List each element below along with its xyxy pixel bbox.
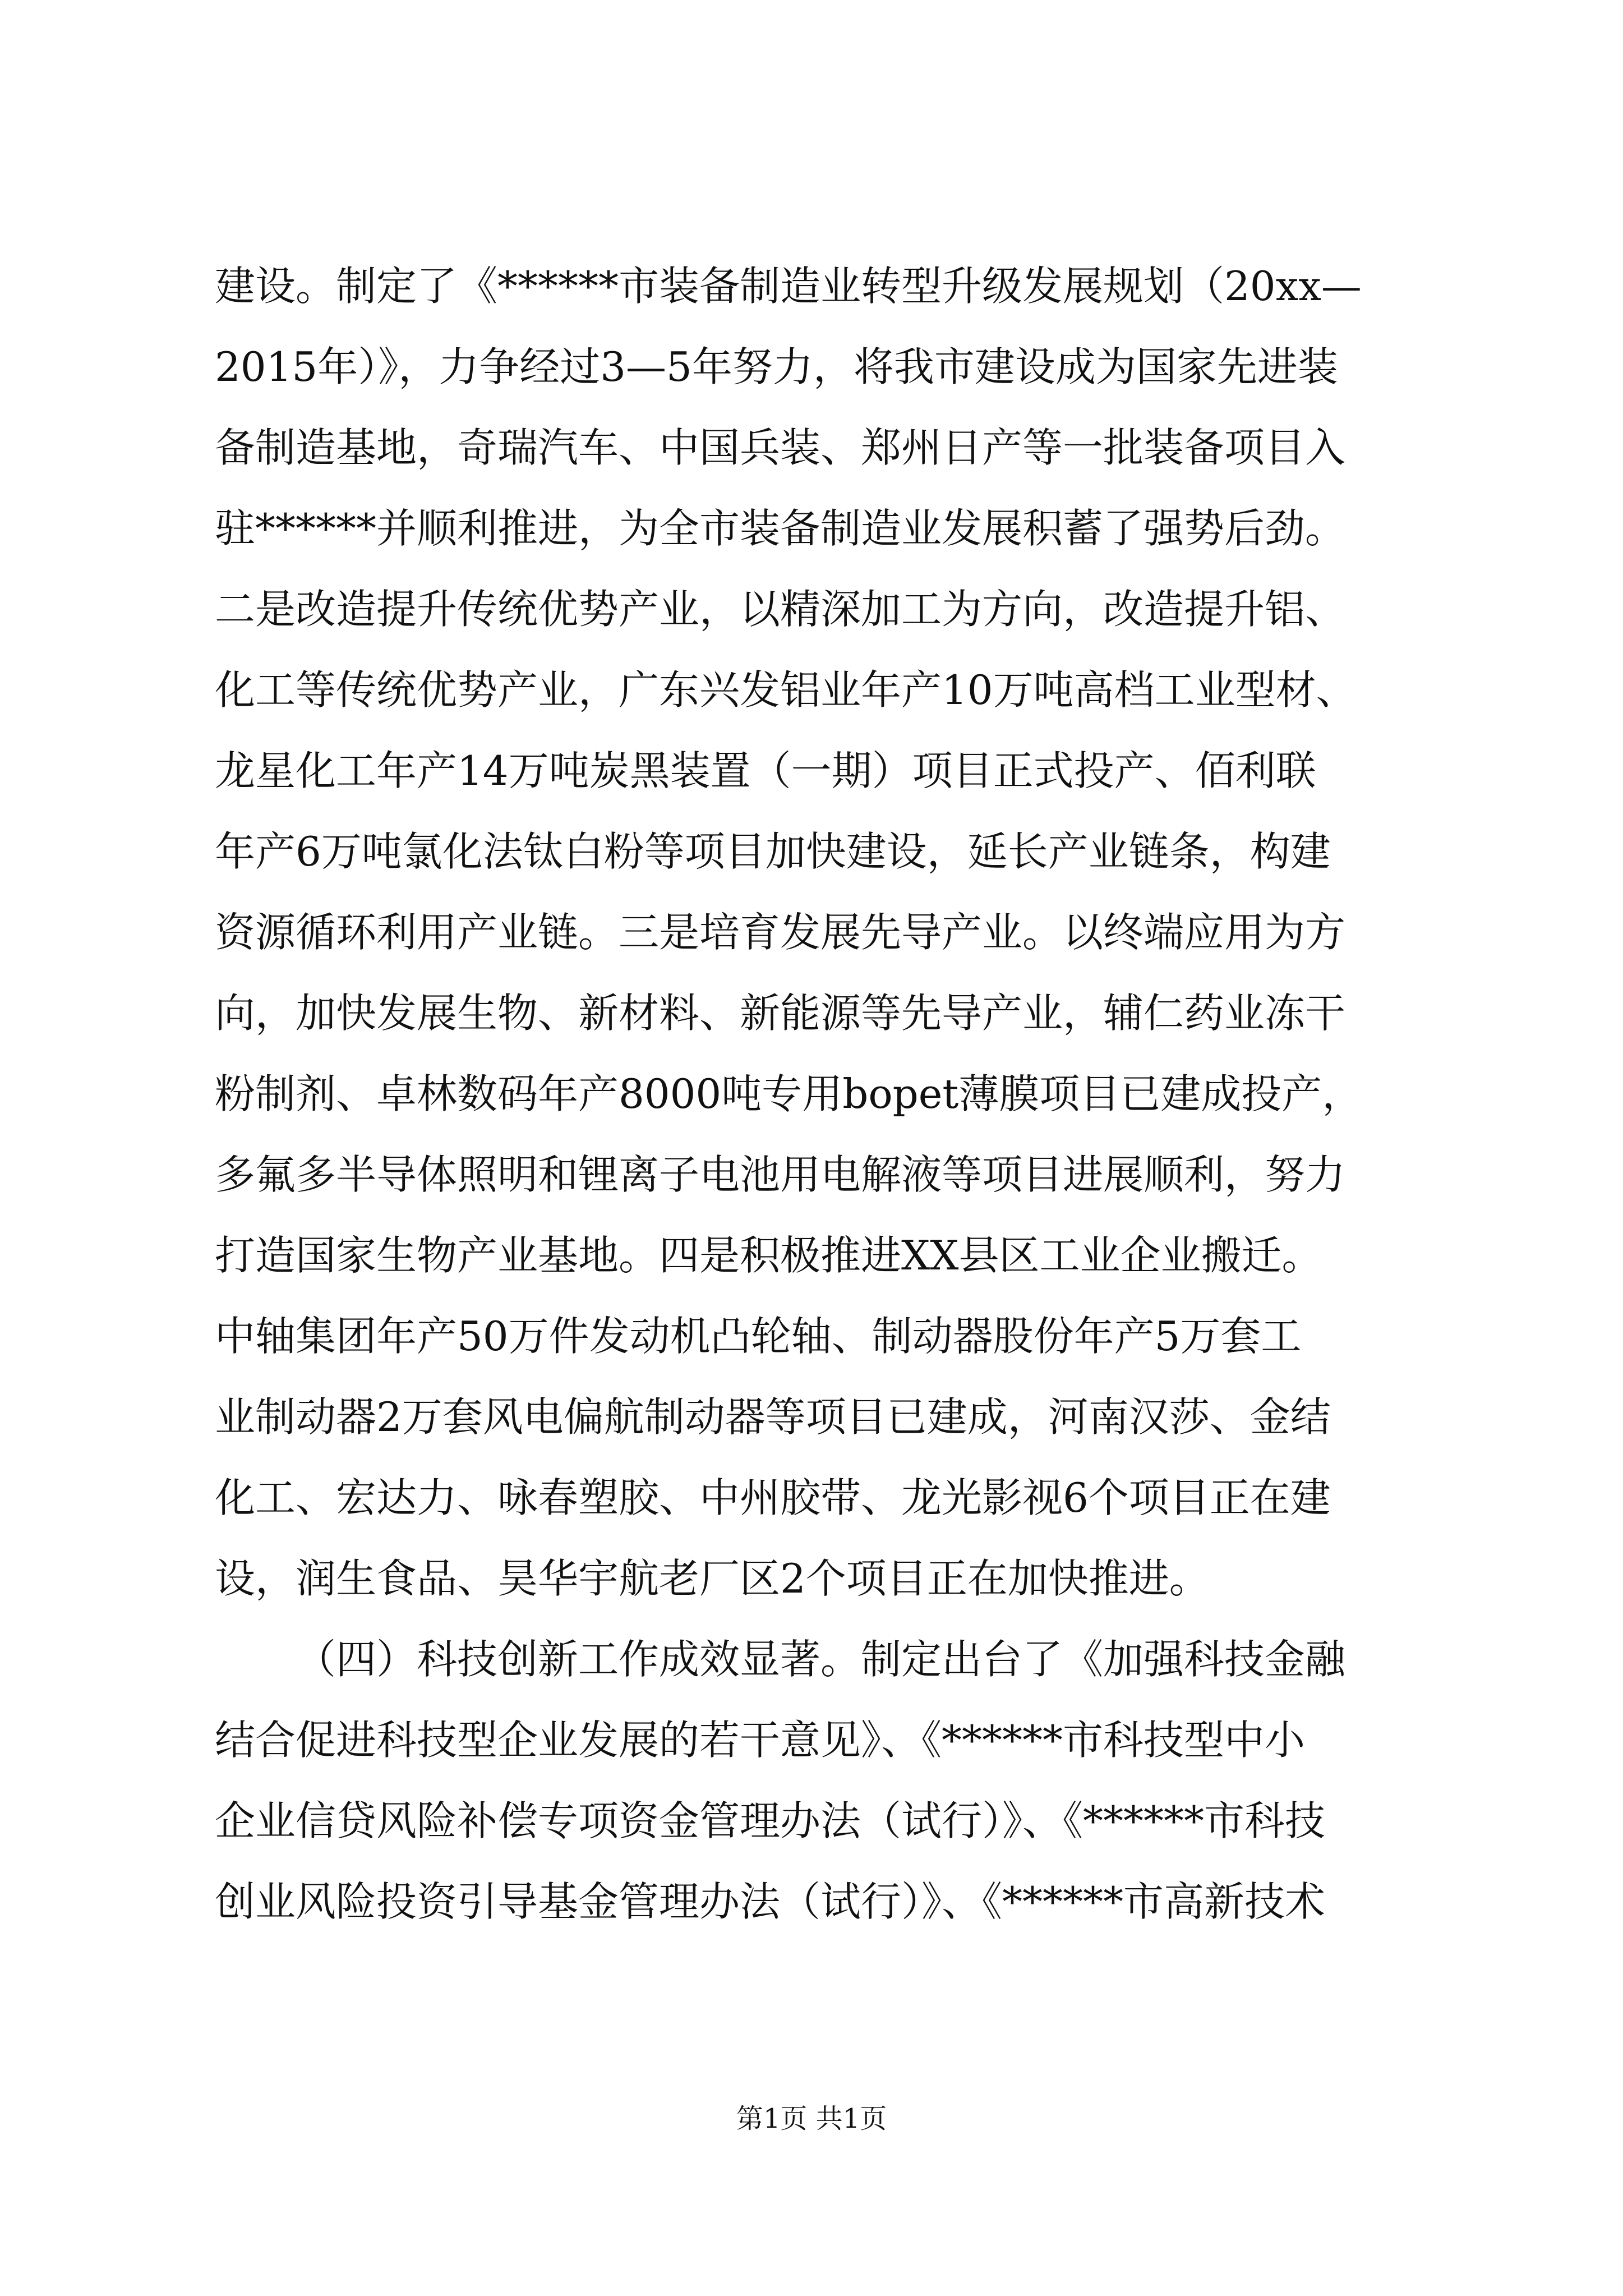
text-line: 化工、宏达力、咏春塑胶、中州胶带、龙光影视6个项目正在建 [215,1474,1331,1521]
text-line: 向，加快发展生物、新材料、新能源等先导产业，辅仁药业冻干 [215,990,1346,1037]
text-line: 企业信贷风险补偿专项资金管理办法（试行）》、《******市科技 [215,1797,1326,1844]
page-footer: 第1页 共1页 [736,2103,887,2134]
text-line: 资源循环利用产业链。三是培育发展先导产业。以终端应用为方 [215,909,1346,956]
text-line: 中轴集团年产50万件发动机凸轮轴、制动器股份年产5万套工 [215,1313,1302,1360]
text-line: 化工等传统优势产业，广东兴发铝业年产10万吨高档工业型材、 [215,666,1357,714]
text-line: 创业风险投资引导基金管理办法（试行）》、《******市高新技术 [215,1878,1326,1925]
text-line: 打造国家生物产业基地。四是积极推进XX县区工业企业搬迁。 [215,1232,1322,1279]
text-line: 龙星化工年产14万吨炭黑装置（一期）项目正式投产、佰利联 [215,747,1316,794]
text-line: 业制动器2万套风电偏航制动器等项目已建成，河南汉莎、金结 [215,1393,1331,1441]
document-body [215,246,1415,1942]
text-line: 驻******并顺利推进，为全市装备制造业发展积蓄了强势后劲。 [215,505,1346,552]
text-line: 建设。制定了《******市装备制造业转型升级发展规划（20xx— [215,263,1362,310]
text-line: 粉制剂、卓林数码年产8000吨专用bopet薄膜项目已建成投产， [215,1070,1363,1117]
text-line: 结合促进科技型企业发展的若干意见》、《******市科技型中小 [215,1717,1306,1764]
text-line: （四）科技创新工作成效显著。制定出台了《加强科技金融 [296,1636,1346,1683]
text-line: 备制造基地，奇瑞汽车、中国兵装、郑州日产等一批装备项目入 [215,424,1346,471]
text-line: 二是改造提升传统优势产业，以精深加工为方向，改造提升铝、 [215,586,1346,633]
text-line: 多氟多半导体照明和锂离子电池用电解液等项目进展顺利，努力 [215,1151,1346,1198]
text-line: 年产6万吨氯化法钛白粉等项目加快建设，延长产业链条，构建 [215,828,1331,875]
text-line: 2015年）》，力争经过3—5年努力，将我市建设成为国家先进装 [215,343,1338,390]
text-line: 设，润生食品、昊华宇航老厂区2个项目正在加快推进。 [215,1555,1210,1602]
